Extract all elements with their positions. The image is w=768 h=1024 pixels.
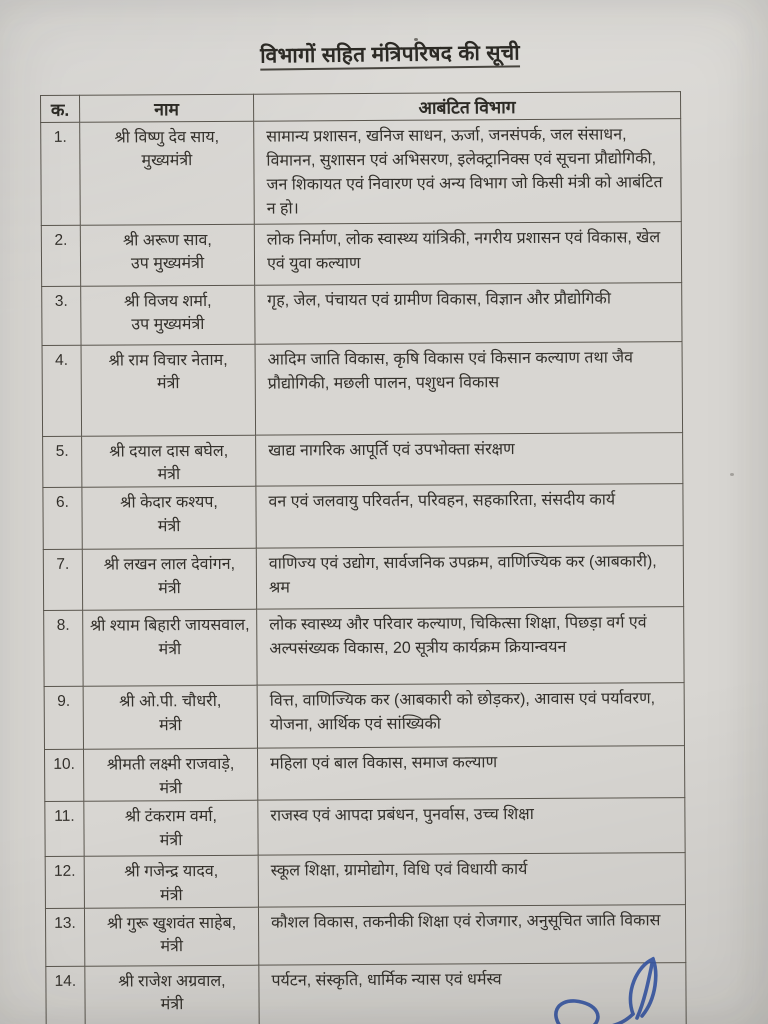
row-serial: 7. (43, 550, 82, 611)
signature-ink-scribble (545, 952, 715, 1024)
minister-role: मंत्री (157, 517, 181, 535)
minister-name-cell (83, 610, 257, 687)
ministers-table (40, 91, 687, 1024)
minister-role: मंत्री (159, 831, 183, 849)
minister-role: मंत्री (156, 375, 180, 393)
row-serial: 11. (45, 802, 84, 857)
minister-name: श्री राजेश अग्रवाल, (118, 972, 226, 991)
minister-name-cell (82, 487, 256, 550)
column-header-departments: आबंटित विभाग (253, 92, 680, 122)
table-row (44, 607, 684, 687)
table-row (45, 853, 685, 908)
table-row (43, 433, 683, 488)
departments-cell: आदिम जाति विकास, कृषि विकास एवं किसान कल्याण तथा जैव प्रौद्योगिकी, मछली पालन, पशुधन विकास (255, 342, 683, 436)
minister-name: श्री विष्णु देव साय, (114, 128, 220, 147)
row-serial: 5. (43, 436, 82, 488)
paper-speck (730, 473, 734, 476)
minister-name: श्री टंकराम वर्मा, (124, 808, 217, 826)
departments-cell: लोक स्वास्थ्य और परिवार कल्याण, चिकित्सा शिक्षा, पिछड़ा वर्ग एवं अल्पसंख्यक विकास, 20 सूत्रीय कार्यक्रम क्रियान्वयन (257, 607, 684, 686)
minister-name-cell (83, 749, 257, 802)
row-serial: 6. (43, 488, 82, 550)
minister-role: उप मुख्यमंत्री (131, 316, 205, 334)
table-row (44, 683, 684, 750)
minister-name-cell (81, 285, 255, 345)
table-row (45, 746, 685, 802)
table-row (45, 798, 685, 857)
minister-role: मंत्री (159, 779, 183, 797)
minister-name: श्री केदार कश्यप, (120, 494, 218, 512)
minister-name: श्री श्याम बिहारी जायसवाल, (89, 617, 250, 636)
minister-name: श्री ओ.पी. चौधरी, (119, 693, 222, 711)
minister-role: मंत्री (159, 716, 182, 734)
row-serial: 12. (45, 857, 84, 909)
departments-cell: गृह, जेल, पंचायत एवं ग्रामीण विकास, विज्ञान और प्रौद्योगिकी (255, 283, 682, 345)
minister-role: मंत्री (158, 640, 182, 658)
minister-name: श्री विजय शर्मा, (123, 292, 212, 311)
minister-role: मंत्री (160, 996, 184, 1014)
minister-name-cell (82, 435, 256, 487)
minister-role: मंत्री (160, 886, 183, 904)
minister-name-cell (80, 224, 254, 286)
minister-name: श्री अरूण साव, (122, 231, 212, 250)
row-serial: 4. (42, 345, 82, 436)
departments-cell: वित्त, वाणिज्यिक कर (आबकारी को छोड़कर), आवास एवं पर्यावरण, योजना, आर्थिक एवं सांख्यिकी (257, 683, 684, 749)
row-serial: 14. (46, 966, 85, 1024)
row-serial: 8. (44, 611, 83, 687)
minister-name-cell (84, 801, 258, 857)
minister-name: श्री राम विचार नेताम, (108, 351, 228, 370)
row-serial: 10. (45, 750, 84, 802)
departments-cell: पर्यटन, संस्कृति, धार्मिक न्यास एवं धर्मस्व (259, 962, 686, 1024)
paper-speck (414, 38, 418, 41)
departments-cell: लोक निर्माण, लोक स्वास्थ्य यांत्रिकी, नगरीय प्रशासन एवं विकास, खेल एवं युवा कल्याण (254, 222, 681, 286)
departments-cell: सामान्य प्रशासन, खनिज साधन, ऊर्जा, जनसंपर्क, जल संसाधन, विमानन, सुशासन एवं अभिसरण, इलेक्ट्रानिक्स एवं सूचना प्रौद्योगिकी, जन शिकायत एवं निवारण एवं अन्य विभाग जो किसी मंत्री को आबंटित न हो। (254, 119, 682, 225)
minister-role: मंत्री (160, 938, 184, 956)
minister-role: उप मुख्यमंत्री (130, 255, 205, 273)
column-header-name: नाम (80, 94, 254, 122)
row-serial: 1. (41, 122, 81, 225)
row-serial: 2. (41, 225, 80, 286)
minister-name-cell (85, 965, 259, 1024)
minister-name-cell (81, 344, 256, 436)
minister-name: श्री गजेन्द्र यादव, (124, 863, 219, 881)
table-row (41, 119, 682, 226)
document-title (60, 36, 720, 72)
minister-name-cell (84, 856, 258, 908)
minister-name: श्रीमती लक्ष्मी राजवाड़े, (106, 756, 235, 774)
minister-role: मंत्री (158, 579, 181, 597)
departments-cell: स्कूल शिक्षा, ग्रामोद्योग, विधि एवं विधायी कार्य (258, 853, 685, 907)
row-serial: 13. (45, 908, 84, 966)
minister-name: श्री गुरू खुशवंत साहेब, (106, 914, 237, 933)
table-row (43, 546, 683, 611)
table-row (43, 484, 683, 550)
minister-role: मुख्यमंत्री (141, 152, 193, 170)
document-title-text: विभागों सहित मंत्रिपरिषद की सूची (260, 41, 521, 68)
minister-name: श्री लखन लाल देवांगन, (103, 556, 236, 574)
minister-role: मंत्री (157, 466, 181, 484)
departments-cell: खाद्य नागरिक आपूर्ति एवं उपभोक्ता संरक्षण (256, 433, 683, 487)
table-row (42, 283, 682, 346)
minister-name-cell (84, 907, 258, 966)
table-header-row (41, 92, 681, 123)
departments-cell: वन एवं जलवायु परिवर्तन, परिवहन, सहकारिता, संसदीय कार्य (256, 484, 683, 549)
departments-cell: वाणिज्य एवं उद्योग, सार्वजनिक उपक्रम, वाणिज्यिक कर (आबकारी), श्रम (256, 546, 683, 610)
table-row (41, 222, 681, 287)
table-row (42, 342, 683, 437)
departments-cell: महिला एवं बाल विकास, समाज कल्याण (257, 746, 684, 801)
row-serial: 9. (44, 687, 83, 750)
minister-name-cell (82, 549, 256, 611)
departments-cell: कौशल विकास, तकनीकी शिक्षा एवं रोजगार, अनुसूचित जाति विकास (258, 904, 685, 965)
column-header-serial: क. (41, 95, 80, 122)
minister-name-cell (83, 686, 257, 750)
departments-cell: राजस्व एवं आपदा प्रबंधन, पुनर्वास, उच्च शिक्षा (258, 798, 685, 856)
row-serial: 3. (42, 286, 81, 345)
minister-name-cell (80, 121, 255, 225)
minister-name: श्री दयाल दास बघेल, (109, 442, 229, 461)
